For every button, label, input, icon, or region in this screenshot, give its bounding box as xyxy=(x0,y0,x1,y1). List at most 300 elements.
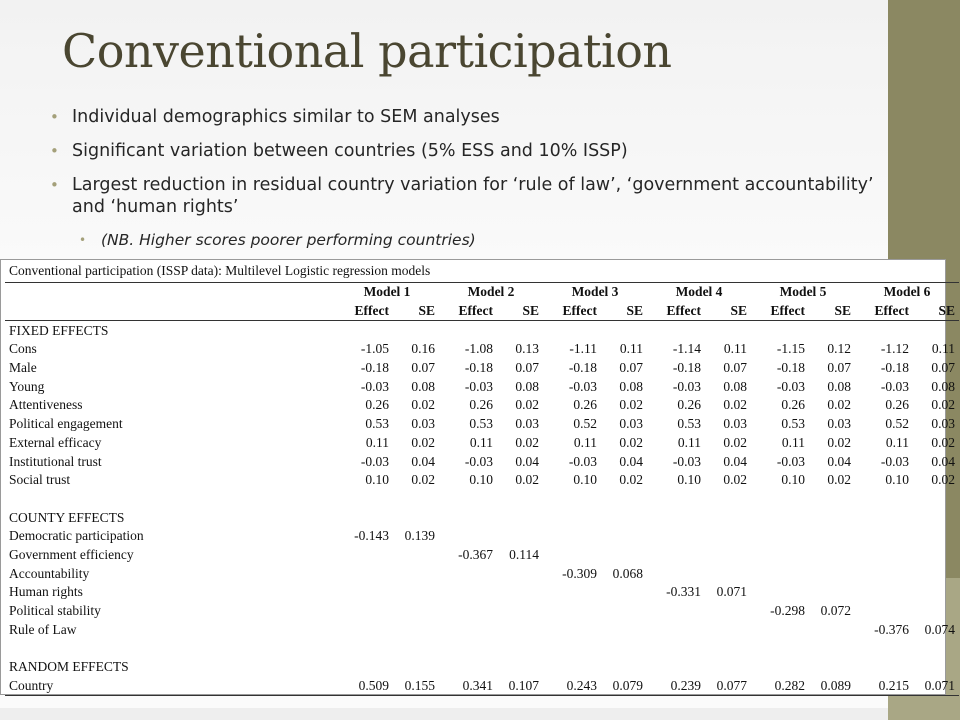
regression-table xyxy=(5,282,959,696)
effect-cell: -0.298 xyxy=(770,603,805,619)
empty-cell xyxy=(335,490,393,509)
table-row xyxy=(5,377,959,396)
se-cell: 0.02 xyxy=(827,397,851,413)
table-body xyxy=(5,321,959,696)
se-cell: 0.07 xyxy=(515,360,539,376)
effect-header: Effect xyxy=(354,303,389,319)
row-label: Rule of Law xyxy=(9,621,77,637)
table-row xyxy=(5,564,959,583)
se-cell: 0.13 xyxy=(515,341,539,357)
effect-cell: -1.05 xyxy=(360,341,389,357)
row-label: Male xyxy=(9,360,37,376)
effect-cell: 0.53 xyxy=(781,416,805,432)
empty-cell xyxy=(751,658,809,677)
table-row xyxy=(5,359,959,378)
table-caption: Conventional participation (ISSP data): Multilevel Logistic regression models xyxy=(9,263,431,278)
effect-cell: -0.03 xyxy=(464,453,493,469)
se-cell: 0.071 xyxy=(924,677,955,693)
effect-cell: -0.03 xyxy=(568,453,597,469)
empty-cell xyxy=(335,508,393,527)
effect-cell: -0.143 xyxy=(354,528,389,544)
empty-cell xyxy=(913,490,959,509)
bullet-text: Individual demographics similar to SEM analyses xyxy=(72,107,500,127)
empty-cell xyxy=(751,490,809,509)
se-cell xyxy=(601,583,647,602)
effect-cell xyxy=(647,527,705,546)
se-cell: 0.04 xyxy=(619,453,643,469)
empty-cell xyxy=(647,490,705,509)
se-cell xyxy=(913,527,959,546)
bullet-item xyxy=(50,174,880,218)
empty-cell xyxy=(5,490,335,509)
model-header-row xyxy=(5,283,959,302)
effect-cell: -0.376 xyxy=(874,621,909,637)
effect-cell: 0.26 xyxy=(469,397,493,413)
se-cell: 0.02 xyxy=(411,472,435,488)
empty-cell xyxy=(809,639,855,658)
empty-cell xyxy=(809,658,855,677)
effect-cell xyxy=(335,564,393,583)
se-cell xyxy=(705,546,751,565)
empty-cell xyxy=(647,639,705,658)
se-cell: 0.07 xyxy=(723,360,747,376)
effect-cell xyxy=(543,620,601,639)
empty-cell xyxy=(601,508,647,527)
effect-cell: 0.282 xyxy=(774,677,805,693)
table-row xyxy=(5,452,959,471)
effect-cell xyxy=(647,602,705,621)
model-header: Model 2 xyxy=(467,284,515,300)
effect-cell xyxy=(439,620,497,639)
effect-cell: 0.52 xyxy=(885,416,909,432)
table-row xyxy=(5,527,959,546)
empty-cell xyxy=(439,321,497,340)
row-label: Political stability xyxy=(9,603,101,619)
empty-cell xyxy=(497,508,543,527)
bullet-dot-icon: • xyxy=(50,108,59,126)
row-label: Democratic participation xyxy=(9,528,144,544)
effect-cell: 0.53 xyxy=(469,416,493,432)
effect-cell: 0.26 xyxy=(677,397,701,413)
se-cell: 0.02 xyxy=(619,472,643,488)
se-cell xyxy=(497,620,543,639)
sub-bullet-item xyxy=(50,230,880,250)
empty-cell xyxy=(393,321,439,340)
se-cell xyxy=(497,602,543,621)
se-cell: 0.07 xyxy=(619,360,643,376)
effect-cell: 0.26 xyxy=(781,397,805,413)
bullet-dot-icon: • xyxy=(50,176,59,194)
se-cell xyxy=(601,620,647,639)
effect-cell xyxy=(439,602,497,621)
se-cell: 0.03 xyxy=(515,416,539,432)
se-cell: 0.02 xyxy=(411,434,435,450)
se-cell xyxy=(393,546,439,565)
se-cell xyxy=(913,583,959,602)
se-cell xyxy=(705,564,751,583)
effect-cell xyxy=(751,546,809,565)
se-cell: 0.02 xyxy=(723,472,747,488)
se-cell: 0.07 xyxy=(411,360,435,376)
table-row xyxy=(5,676,959,695)
table-row xyxy=(5,620,959,639)
se-cell xyxy=(705,527,751,546)
empty-cell xyxy=(335,658,393,677)
model-header: Model 1 xyxy=(363,284,411,300)
se-cell: 0.08 xyxy=(827,378,851,394)
se-cell: 0.07 xyxy=(931,360,955,376)
row-label: Young xyxy=(9,378,45,394)
empty-cell xyxy=(543,639,601,658)
table-row xyxy=(5,471,959,490)
effect-cell: -1.14 xyxy=(672,341,701,357)
se-cell: 0.02 xyxy=(619,434,643,450)
empty-cell xyxy=(647,508,705,527)
empty-cell xyxy=(543,490,601,509)
empty-cell xyxy=(393,658,439,677)
bullet-dot-icon: • xyxy=(50,142,59,160)
effect-cell: -0.03 xyxy=(672,453,701,469)
se-cell xyxy=(809,527,855,546)
effect-cell: 0.10 xyxy=(885,472,909,488)
effect-cell: -0.18 xyxy=(672,360,701,376)
se-cell: 0.08 xyxy=(515,378,539,394)
empty-cell xyxy=(913,658,959,677)
effect-cell: -0.03 xyxy=(464,378,493,394)
bullet-list xyxy=(50,106,880,250)
se-cell: 0.155 xyxy=(404,677,435,693)
se-cell xyxy=(393,602,439,621)
se-cell xyxy=(809,583,855,602)
effect-cell: -0.03 xyxy=(360,453,389,469)
se-cell xyxy=(913,602,959,621)
effect-cell xyxy=(751,620,809,639)
slide-title: Conventional participation xyxy=(62,24,672,78)
empty-cell xyxy=(751,508,809,527)
empty-cell xyxy=(913,508,959,527)
row-label: Political engagement xyxy=(9,416,123,432)
se-cell: 0.114 xyxy=(509,546,539,562)
effect-cell: -1.12 xyxy=(880,341,909,357)
se-cell: 0.02 xyxy=(827,434,851,450)
model-header: Model 5 xyxy=(779,284,827,300)
se-cell: 0.08 xyxy=(723,378,747,394)
effect-cell: 0.10 xyxy=(469,472,493,488)
effect-header: Effect xyxy=(458,303,493,319)
empty-cell xyxy=(809,321,855,340)
row-label: Accountability xyxy=(9,565,90,581)
empty-cell xyxy=(913,321,959,340)
effect-cell xyxy=(855,546,913,565)
effect-cell: -0.03 xyxy=(776,453,805,469)
section-header-row xyxy=(5,658,959,677)
row-label: Cons xyxy=(9,341,37,357)
effect-cell xyxy=(439,527,497,546)
effect-cell: -1.15 xyxy=(776,341,805,357)
se-cell: 0.079 xyxy=(612,677,643,693)
empty-cell xyxy=(543,508,601,527)
header-spacer xyxy=(5,302,335,321)
effect-header: Effect xyxy=(770,303,805,319)
effect-cell xyxy=(439,564,497,583)
effect-cell: 0.26 xyxy=(365,397,389,413)
se-cell: 0.02 xyxy=(515,434,539,450)
effect-cell: -0.18 xyxy=(464,360,493,376)
se-cell: 0.02 xyxy=(931,472,955,488)
empty-cell xyxy=(393,490,439,509)
empty-cell xyxy=(497,490,543,509)
empty-cell xyxy=(913,639,959,658)
se-cell xyxy=(497,527,543,546)
effect-cell xyxy=(751,583,809,602)
table-row xyxy=(5,583,959,602)
empty-cell xyxy=(855,658,913,677)
effect-cell: -0.309 xyxy=(562,565,597,581)
section-label: FIXED EFFECTS xyxy=(9,322,109,338)
section-header-row xyxy=(5,321,959,340)
se-cell: 0.16 xyxy=(411,341,435,357)
se-cell: 0.03 xyxy=(619,416,643,432)
empty-cell xyxy=(439,639,497,658)
se-cell xyxy=(393,583,439,602)
row-label: Attentiveness xyxy=(9,397,83,413)
effect-cell xyxy=(647,564,705,583)
effect-cell xyxy=(543,527,601,546)
se-cell: 0.02 xyxy=(931,397,955,413)
row-label: Institutional trust xyxy=(9,453,102,469)
se-cell: 0.03 xyxy=(827,416,851,432)
se-cell: 0.071 xyxy=(716,584,747,600)
se-cell xyxy=(809,564,855,583)
table-row xyxy=(5,396,959,415)
se-cell: 0.08 xyxy=(619,378,643,394)
se-cell xyxy=(393,564,439,583)
se-cell: 0.11 xyxy=(619,341,643,357)
section-label: COUNTY EFFECTS xyxy=(9,509,125,525)
effect-cell: 0.509 xyxy=(358,677,389,693)
row-label: External efficacy xyxy=(9,434,102,450)
empty-cell xyxy=(647,321,705,340)
se-cell xyxy=(705,602,751,621)
effect-cell: -0.03 xyxy=(568,378,597,394)
effect-cell: 0.52 xyxy=(573,416,597,432)
bullet-item xyxy=(50,106,880,128)
se-cell: 0.074 xyxy=(924,621,955,637)
se-cell: 0.03 xyxy=(411,416,435,432)
bullet-text: Largest reduction in residual country variation for ‘rule of law’, ‘government accountability’ and ‘human rights’ xyxy=(72,175,874,217)
effect-cell: 0.11 xyxy=(677,434,701,450)
empty-cell xyxy=(393,639,439,658)
se-cell xyxy=(601,602,647,621)
row-label: Country xyxy=(9,677,54,693)
effect-cell: -0.331 xyxy=(666,584,701,600)
row-label: Social trust xyxy=(9,472,71,488)
se-cell: 0.04 xyxy=(411,453,435,469)
effect-cell xyxy=(335,583,393,602)
se-cell: 0.02 xyxy=(619,397,643,413)
se-cell: 0.02 xyxy=(723,434,747,450)
se-cell xyxy=(601,527,647,546)
empty-cell xyxy=(601,321,647,340)
effect-cell xyxy=(647,620,705,639)
spacer-row xyxy=(5,490,959,509)
effect-cell: 0.26 xyxy=(573,397,597,413)
se-cell: 0.07 xyxy=(827,360,851,376)
se-cell: 0.08 xyxy=(931,378,955,394)
empty-cell xyxy=(705,508,751,527)
se-cell xyxy=(601,546,647,565)
se-cell: 0.04 xyxy=(931,453,955,469)
se-cell xyxy=(705,620,751,639)
effect-cell xyxy=(855,602,913,621)
row-label: Human rights xyxy=(9,584,83,600)
table-row xyxy=(5,546,959,565)
row-label: Government efficiency xyxy=(9,546,134,562)
se-header: SE xyxy=(626,303,643,319)
se-cell: 0.107 xyxy=(508,677,539,693)
effect-cell xyxy=(647,546,705,565)
effect-cell xyxy=(855,527,913,546)
effect-cell xyxy=(335,546,393,565)
se-cell: 0.08 xyxy=(411,378,435,394)
bottom-bar xyxy=(0,708,888,720)
effect-header: Effect xyxy=(562,303,597,319)
se-cell: 0.02 xyxy=(827,472,851,488)
effect-cell: -0.03 xyxy=(880,453,909,469)
table-row xyxy=(5,434,959,453)
effect-header: Effect xyxy=(874,303,909,319)
effect-cell xyxy=(543,546,601,565)
empty-cell xyxy=(809,490,855,509)
effect-cell: -0.367 xyxy=(458,546,493,562)
effect-cell xyxy=(543,583,601,602)
effect-cell: 0.10 xyxy=(573,472,597,488)
empty-cell xyxy=(543,658,601,677)
empty-cell xyxy=(855,490,913,509)
effect-cell: 0.11 xyxy=(885,434,909,450)
se-header: SE xyxy=(730,303,747,319)
sub-bullet-dot-icon: • xyxy=(79,233,87,247)
effect-cell: 0.11 xyxy=(365,434,389,450)
regression-table-image xyxy=(0,259,955,695)
effect-cell: 0.243 xyxy=(566,677,597,693)
sub-bullet-text: (NB. Higher scores poorer performing countries) xyxy=(101,231,476,249)
effect-cell: -0.03 xyxy=(360,378,389,394)
effect-cell xyxy=(543,602,601,621)
effect-cell: -0.03 xyxy=(880,378,909,394)
effect-cell: 0.239 xyxy=(670,677,701,693)
se-cell xyxy=(497,564,543,583)
effect-cell xyxy=(335,602,393,621)
empty-cell xyxy=(439,658,497,677)
se-cell: 0.11 xyxy=(931,341,955,357)
se-cell: 0.072 xyxy=(820,603,851,619)
se-cell: 0.02 xyxy=(515,397,539,413)
se-cell xyxy=(809,546,855,565)
effect-cell: -0.03 xyxy=(672,378,701,394)
empty-cell xyxy=(855,639,913,658)
empty-cell xyxy=(5,639,335,658)
effect-cell: 0.215 xyxy=(878,677,909,693)
effect-cell: 0.10 xyxy=(677,472,701,488)
empty-cell xyxy=(855,508,913,527)
effect-cell: 0.341 xyxy=(462,677,493,693)
se-cell: 0.02 xyxy=(723,397,747,413)
effect-cell: -0.18 xyxy=(360,360,389,376)
effect-cell xyxy=(751,564,809,583)
table-row xyxy=(5,340,959,359)
effect-cell: -1.11 xyxy=(569,341,597,357)
se-cell xyxy=(913,564,959,583)
table-row xyxy=(5,415,959,434)
empty-cell xyxy=(439,490,497,509)
se-cell xyxy=(393,620,439,639)
table-row xyxy=(5,602,959,621)
se-cell: 0.077 xyxy=(716,677,747,693)
bullet-text: Significant variation between countries (5% ESS and 10% ISSP) xyxy=(72,141,628,161)
header-spacer xyxy=(5,283,335,302)
se-cell: 0.04 xyxy=(827,453,851,469)
se-cell: 0.03 xyxy=(723,416,747,432)
se-header: SE xyxy=(834,303,851,319)
empty-cell xyxy=(601,658,647,677)
effect-cell: -0.18 xyxy=(568,360,597,376)
empty-cell xyxy=(705,639,751,658)
se-cell: 0.02 xyxy=(931,434,955,450)
se-cell: 0.139 xyxy=(404,528,435,544)
empty-cell xyxy=(601,490,647,509)
effect-cell: 0.53 xyxy=(677,416,701,432)
model-header: Model 4 xyxy=(675,284,723,300)
se-cell: 0.089 xyxy=(820,677,851,693)
se-cell: 0.02 xyxy=(515,472,539,488)
bullet-item xyxy=(50,140,880,162)
se-cell: 0.03 xyxy=(931,416,955,432)
effect-cell: 0.11 xyxy=(573,434,597,450)
effect-cell xyxy=(855,564,913,583)
empty-cell xyxy=(543,321,601,340)
effect-cell: 0.10 xyxy=(365,472,389,488)
empty-cell xyxy=(335,639,393,658)
empty-cell xyxy=(751,639,809,658)
se-header: SE xyxy=(418,303,435,319)
effect-cell xyxy=(751,527,809,546)
effect-cell xyxy=(335,620,393,639)
se-header: SE xyxy=(522,303,539,319)
model-header: Model 3 xyxy=(571,284,619,300)
empty-cell xyxy=(497,658,543,677)
empty-cell xyxy=(855,321,913,340)
subheader-row xyxy=(5,302,959,321)
section-label: RANDOM EFFECTS xyxy=(9,659,129,675)
empty-cell xyxy=(647,658,705,677)
empty-cell xyxy=(497,321,543,340)
se-cell xyxy=(497,583,543,602)
effect-cell xyxy=(439,583,497,602)
empty-cell xyxy=(809,508,855,527)
effect-cell: -0.18 xyxy=(880,360,909,376)
se-cell xyxy=(809,620,855,639)
empty-cell xyxy=(497,639,543,658)
empty-cell xyxy=(705,658,751,677)
se-cell: 0.02 xyxy=(411,397,435,413)
spacer-row xyxy=(5,639,959,658)
se-cell: 0.04 xyxy=(515,453,539,469)
effect-cell xyxy=(855,583,913,602)
empty-cell xyxy=(705,321,751,340)
effect-cell: -0.03 xyxy=(776,378,805,394)
se-cell xyxy=(913,546,959,565)
